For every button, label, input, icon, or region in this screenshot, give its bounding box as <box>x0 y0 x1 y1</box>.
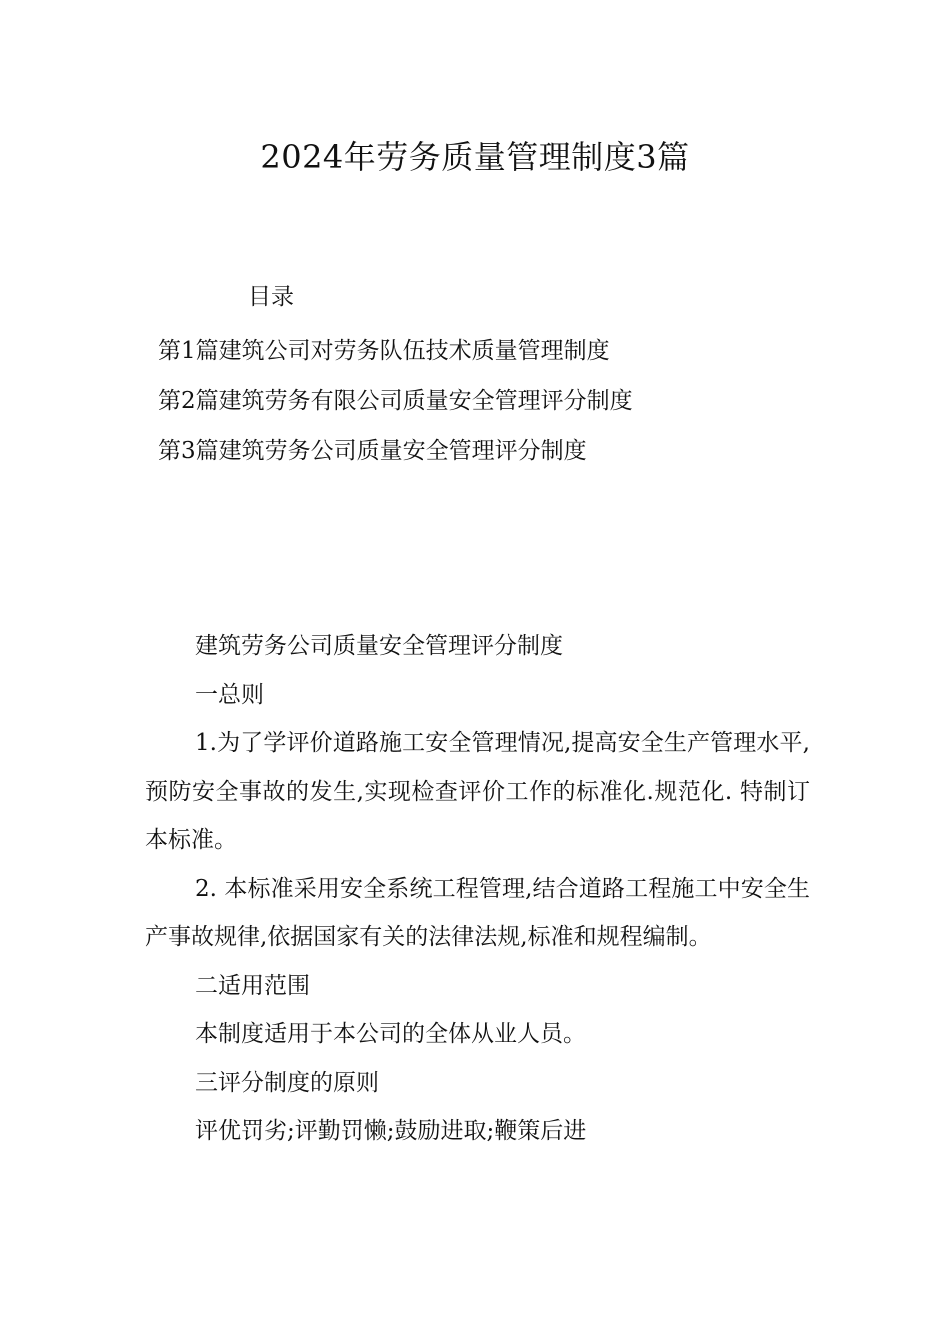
paragraph-1: 1.为了学评价道路施工安全管理情况,提高安全生产管理水平,预防安全事故的发生,实现检查评价工作的标准化.规范化. 特制订本标准。 <box>145 730 810 853</box>
document-title: 2024年劳务质量管理制度3篇 <box>260 138 690 176</box>
toc-heading: 目录 <box>248 284 294 310</box>
toc-item-3[interactable]: 第3篇建筑劳务公司质量安全管理评分制度 <box>158 438 587 464</box>
section-title: 建筑劳务公司质量安全管理评分制度 <box>195 633 563 659</box>
paragraph-principles: 评优罚劣;评勤罚懒;鼓励进取;鞭策后进 <box>195 1118 587 1144</box>
paragraph-2: 2. 本标准采用安全系统工程管理,结合道路工程施工中安全生产事故规律,依据国家有关的法律法规,标准和规程编制。 <box>145 875 810 950</box>
section-heading-scope: 二适用范围 <box>195 972 310 999</box>
toc-item-1[interactable]: 第1篇建筑公司对劳务队伍技术质量管理制度 <box>158 338 610 364</box>
table-of-contents <box>158 326 633 476</box>
section-heading-general: 一总则 <box>195 681 264 708</box>
document-body <box>145 622 810 1156</box>
toc-item-2[interactable]: 第2篇建筑劳务有限公司质量安全管理评分制度 <box>158 388 633 414</box>
paragraph-scope: 本制度适用于本公司的全体从业人员。 <box>195 1021 586 1047</box>
section-heading-principles: 三评分制度的原则 <box>195 1069 379 1096</box>
